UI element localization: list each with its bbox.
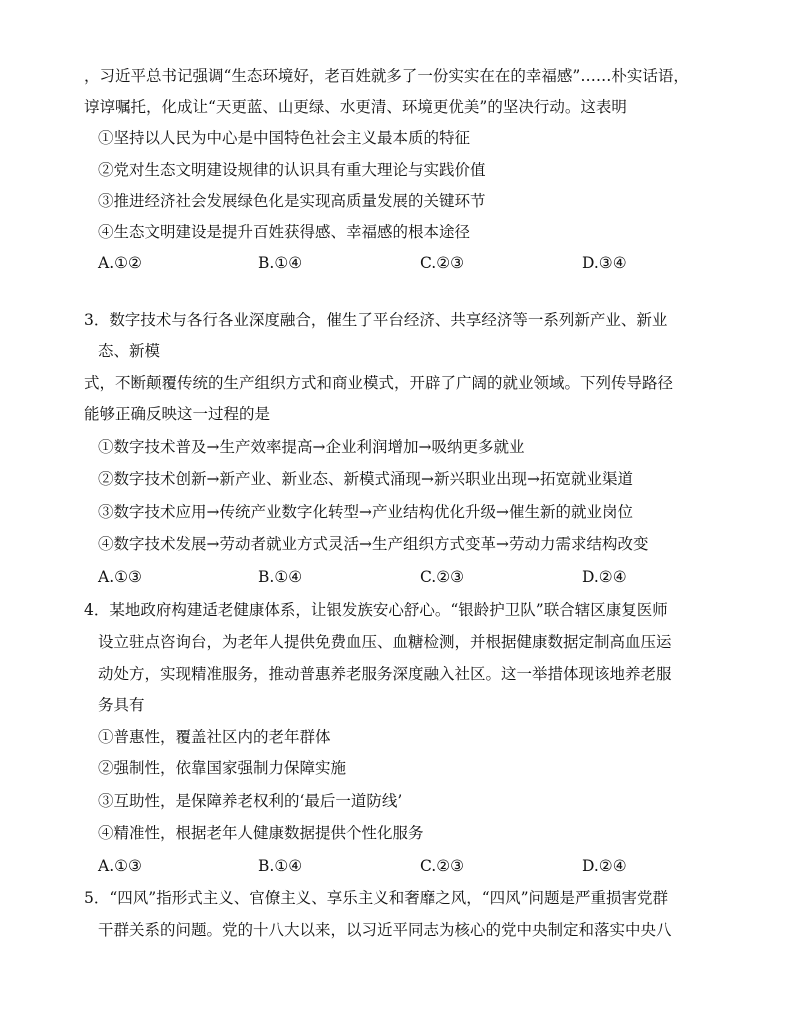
q4-stem-line-4: 务具有	[98, 696, 145, 714]
q3-item-4: ④数字技术发展→劳动者就业方式灵活→生产组织方式变革→劳动力需求结构改变	[98, 535, 649, 553]
q4-item-1: ①普惠性，覆盖社区内的老年群体	[98, 728, 331, 746]
q3-item-3: ③数字技术应用→传统产业数字化转型→产业结构优化升级→催生新的就业岗位	[98, 503, 633, 521]
q2-item-2: ②党对生态文明建设规律的认识具有重大理论与实践价值	[98, 161, 486, 179]
q4-item-2: ②强制性，依靠国家强制力保障实施	[98, 759, 347, 777]
q2-item-4: ④生态文明建设是提升百姓获得感、幸福感的根本途径	[98, 223, 471, 241]
q3-stem-line-4: 能够正确反映这一过程的是	[84, 405, 271, 423]
q2-option-d: D.③④	[582, 254, 627, 272]
q3-option-b: B.①④	[258, 568, 303, 586]
q4-option-d: D.②④	[582, 857, 627, 875]
q2-option-c: C.②③	[420, 254, 465, 272]
q4-stem-line-1: 4．某地政府构建适老健康体系，让银发族安心舒心。“银龄护卫队”联合辖区康复医师	[84, 601, 668, 619]
q3-item-2: ②数字技术创新→新产业、新业态、新模式涌现→新兴职业出现→拓宽就业渠道	[98, 470, 633, 488]
q2-item-1: ①坚持以人民为中心是中国特色社会主义最本质的特征	[98, 129, 471, 147]
q3-option-a: A.①③	[98, 568, 142, 586]
q3-stem-line-1: 3．数字技术与各行各业深度融合，催生了平台经济、共享经济等一系列新产业、新业	[84, 311, 668, 329]
q2-option-a: A.①②	[98, 254, 142, 272]
q4-stem-line-3: 动处方，实现精准服务，推动普惠养老服务深度融入社区。这一举措体现该地养老服	[98, 665, 672, 683]
q3-option-c: C.②③	[420, 568, 465, 586]
q2-stem-line-1: ，习近平总书记强调“生态环境好，老百姓就多了一份实实在在的幸福感”……朴实话语，	[84, 67, 689, 85]
q4-item-3: ③互助性，是保障养老权利的‘最后一道防线’	[98, 792, 403, 810]
q4-option-b: B.①④	[258, 857, 303, 875]
q4-option-a: A.①③	[98, 857, 142, 875]
q2-option-b: B.①④	[258, 254, 303, 272]
q3-stem-line-2: 态、新模	[98, 342, 161, 360]
q3-stem-line-3: 式，不断颠覆传统的生产组织方式和商业模式，开辟了广阔的就业领域。下列传导路径	[84, 374, 674, 392]
q5-stem-line-2: 干群关系的问题。党的十八大以来，以习近平同志为核心的党中央制定和落实中央八	[98, 921, 672, 939]
q3-item-1: ①数字技术普及→生产效率提高→企业利润增加→吸纳更多就业	[98, 438, 525, 456]
q3-option-d: D.②④	[582, 568, 627, 586]
q5-stem-line-1: 5．“四风”指形式主义、官僚主义、享乐主义和奢靡之风，“四风”问题是严重损害党群	[84, 889, 669, 907]
q2-item-3: ③推进经济社会发展绿色化是实现高质量发展的关键环节	[98, 192, 486, 210]
q4-item-4: ④精准性，根据老年人健康数据提供个性化服务	[98, 824, 424, 842]
q4-option-c: C.②③	[420, 857, 465, 875]
q2-stem-line-2: 谆谆嘱托，化成让“天更蓝、山更绿、水更清、环境更优美”的坚决行动。这表明	[84, 98, 627, 116]
q4-stem-line-2: 设立驻点咨询台，为老年人提供免费血压、血糖检测，并根据健康数据定制高血压运	[98, 633, 672, 651]
